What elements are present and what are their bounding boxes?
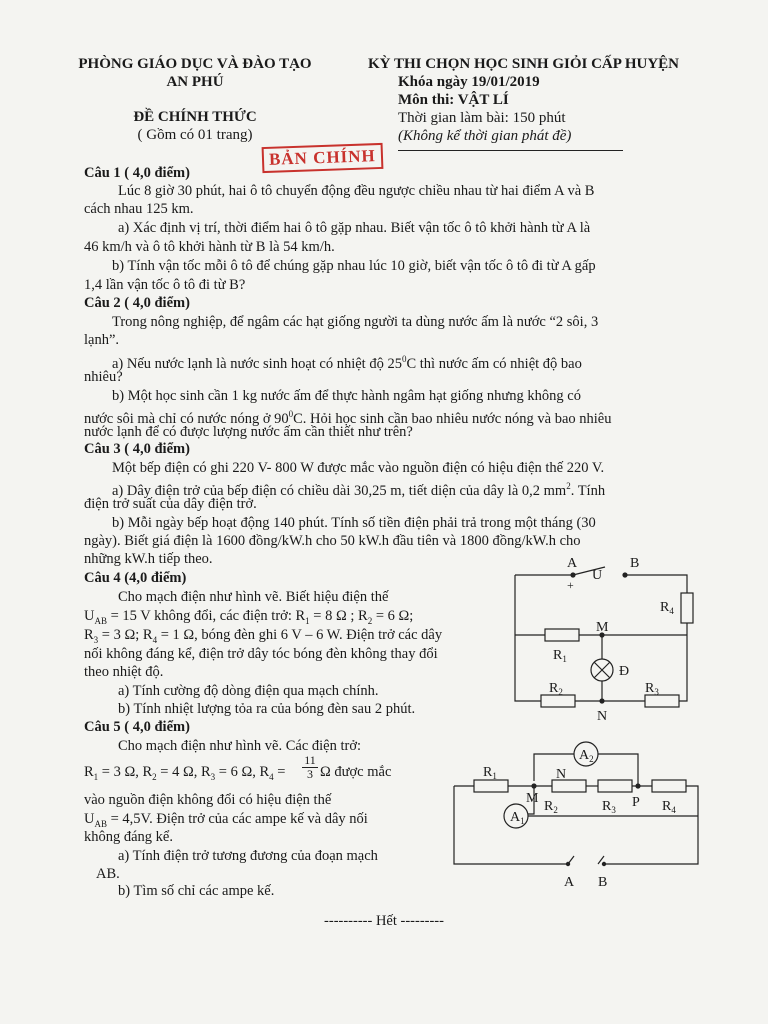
exam-time: Thời gian làm bài: 150 phút bbox=[398, 110, 566, 126]
q4-line5: theo nhiệt độ. bbox=[84, 664, 164, 680]
q3-b-line1: b) Mỗi ngày bếp hoạt động 140 phút. Tính số tiền điện phải trả trong một tháng (30 bbox=[112, 515, 596, 531]
q4-resistor-r3 bbox=[645, 695, 679, 707]
q4-r4-sub: 4 bbox=[152, 634, 158, 645]
q2-b-line1: b) Một học sinh cần 1 kg nước ấm để thực hành ngâm hạt giống nhưng không có bbox=[112, 388, 581, 404]
q4-label-n: N bbox=[597, 709, 608, 724]
q5-r3-val: = 6 Ω, R bbox=[215, 764, 270, 780]
q1-title: Câu 1 ( 4,0 điểm) bbox=[84, 165, 190, 181]
q2-intro-b: lạnh”. bbox=[84, 332, 120, 348]
q4-l2-rest: = 15 V không đổi, các điện trở: R bbox=[107, 608, 306, 624]
q4-terminal-b bbox=[623, 573, 627, 577]
header-divider bbox=[398, 150, 623, 151]
q5-terminal-b bbox=[602, 862, 605, 865]
q5-label-p: P bbox=[632, 795, 640, 810]
q4-l3-rest: = 1 Ω, bóng đèn ghi 6 V – 6 W. Điện trở các dây bbox=[157, 627, 443, 643]
q5-part-b: b) Tìm số chỉ các ampe kế. bbox=[118, 883, 275, 899]
exam-time-note: (Không kể thời gian phát đề) bbox=[398, 128, 572, 144]
end-marker: ---------- Hết --------- bbox=[324, 913, 444, 929]
q3-a-text-end: . Tính bbox=[570, 482, 606, 499]
dept-line2: AN PHÚ bbox=[166, 74, 224, 90]
q5-u: U bbox=[84, 811, 95, 827]
q5-label-n: N bbox=[556, 767, 567, 782]
q5-connected: được mắc bbox=[330, 764, 392, 780]
q5-line5: không đáng kể. bbox=[84, 829, 173, 845]
q2-intro-a: Trong nông nghiệp, để ngâm các hạt giống người ta dùng nước ấm là nước “2 sôi, 3 bbox=[112, 314, 599, 330]
q5-label-a1: $A_1$ bbox=[510, 810, 525, 826]
q5-u-sub: AB bbox=[94, 818, 107, 829]
q4-label-u: U bbox=[592, 568, 603, 583]
q1-a-line1: a) Xác định vị trí, thời điểm hai ô tô gặp nhau. Biết vận tốc ô tô khởi hành từ A là bbox=[118, 220, 591, 236]
q3-a-sup: 2 bbox=[566, 481, 571, 491]
q2-a-line1 bbox=[112, 350, 582, 373]
q5-a-line2: AB. bbox=[96, 866, 120, 882]
q2-a-text-end: C thì nước ấm có nhiệt độ bao bbox=[406, 355, 582, 372]
q5-frac-num: 11 bbox=[302, 754, 318, 768]
q1-b-line1: b) Tính vận tốc mỗi ô tô để chúng gặp nhau lúc 10 giờ, biết vận tốc ô tô đi từ A gấp bbox=[112, 258, 596, 274]
q2-b-text: nước sôi mà chỉ có nước nóng ở 90 bbox=[84, 410, 289, 427]
q4-label-a: A bbox=[567, 556, 578, 571]
q3-intro: Một bếp điện có ghi 220 V- 800 W được mắc vào nguồn điện có hiệu điện thế 220 V. bbox=[112, 460, 605, 476]
q4-title: Câu 4 (4,0 điểm) bbox=[84, 570, 187, 586]
q5-label-r1: $R_1$ bbox=[483, 765, 497, 781]
q5-l4-rest: = 4,5V. Điện trở của các ampe kế và dây nối bbox=[107, 811, 368, 827]
exam-title: KỲ THI CHỌN HỌC SINH GIỎI CẤP HUYỆN bbox=[368, 56, 680, 72]
q2-a-line2: nhiêu? bbox=[84, 369, 123, 385]
q4-r2-val: = 6 Ω; bbox=[372, 608, 414, 624]
q5-circuit-diagram bbox=[448, 736, 708, 896]
q4-line4: nối không đáng kể, điện trở dây tóc bóng đèn không thay đổi bbox=[84, 646, 438, 662]
q5-line2 bbox=[84, 763, 285, 786]
q5-a-line1: a) Tính điện trở tương đương của đoạn mạch bbox=[118, 848, 378, 864]
pages-note: ( Gồm có 01 trang) bbox=[137, 127, 253, 143]
q2-a-degree: 0 bbox=[401, 354, 407, 364]
q4-label-lamp: Đ bbox=[619, 664, 630, 679]
q1-intro-b: cách nhau 125 km. bbox=[84, 201, 194, 217]
q4-wire-left bbox=[515, 575, 541, 701]
q3-a-text: a) Dây điện trở của bếp điện có chiều dài 30,25 m, tiết diện của dây là 0,2 mm bbox=[112, 482, 567, 499]
q5-resistor-r4 bbox=[652, 780, 686, 792]
q5-label-m: M bbox=[526, 791, 539, 806]
q5-frac-den: 3 bbox=[307, 767, 313, 781]
exam-subject: Môn thi: VẬT LÍ bbox=[398, 92, 509, 108]
q2-b-degree: 0 bbox=[288, 409, 294, 419]
q5-title: Câu 5 ( 4,0 điểm) bbox=[84, 719, 190, 735]
q5-label-r4: $R_4$ bbox=[662, 799, 676, 815]
q3-a-line2: điện trở suất của dây điện trở. bbox=[84, 496, 257, 512]
q5-line2-end bbox=[320, 763, 391, 782]
q5-line3: vào nguồn điện không đổi có hiệu điện thế bbox=[84, 792, 332, 808]
q5-label-b: B bbox=[598, 875, 608, 890]
q4-label-m: M bbox=[596, 620, 609, 635]
q4-line1: Cho mạch điện như hình vẽ. Biết hiệu điện thế bbox=[118, 589, 389, 605]
q5-r1-val: = 3 Ω, R bbox=[98, 764, 153, 780]
q4-u: U bbox=[84, 608, 95, 624]
q4-label-plus: + bbox=[567, 578, 574, 592]
q2-b-text-end: C. Hỏi học sinh cần bao nhiêu nước nóng và bao nhiêu bbox=[293, 410, 612, 427]
q5-eq: = bbox=[273, 764, 286, 780]
q5-terminal-a bbox=[566, 862, 569, 865]
q4-circuit-diagram bbox=[505, 555, 705, 727]
q4-wire-right bbox=[679, 635, 687, 701]
q4-r3-val: = 3 Ω; R bbox=[98, 627, 153, 643]
q4-r1-val: = 8 Ω ; R bbox=[309, 608, 368, 624]
q5-fraction bbox=[302, 754, 318, 781]
q4-r3-sub: 3 bbox=[93, 634, 99, 645]
q2-b-line3: nước lạnh để có được lượng nước ấm cần thiết như trên? bbox=[84, 424, 413, 440]
q4-resistor-r1 bbox=[545, 629, 579, 641]
q2-title: Câu 2 ( 4,0 điểm) bbox=[84, 295, 190, 311]
q4-resistor-r4 bbox=[681, 593, 693, 623]
q5-label-a2: $A_2$ bbox=[579, 748, 594, 764]
q2-a-text: a) Nếu nước lạnh là nước sinh hoạt có nhiệt độ 25 bbox=[112, 355, 402, 372]
q1-intro-a: Lúc 8 giờ 30 phút, hai ô tô chuyển động đều ngược chiều nhau từ hai điểm A và B bbox=[118, 183, 595, 199]
q5-unit: Ω bbox=[320, 764, 331, 780]
original-stamp: BẢN CHÍNH bbox=[262, 143, 384, 173]
q4-label-r3: $R_3$ bbox=[645, 681, 659, 697]
q5-wire-right bbox=[606, 786, 698, 864]
q1-b-line2: 1,4 lần vận tốc ô tô đi từ B? bbox=[84, 277, 246, 293]
q5-wire-a2-left bbox=[534, 754, 574, 781]
q5-r3-sub: 3 bbox=[210, 771, 216, 782]
q5-r1: R bbox=[84, 764, 94, 780]
official-label: ĐỀ CHÍNH THỨC bbox=[133, 109, 257, 125]
q4-part-b: b) Tính nhiệt lượng tỏa ra của bóng đèn sau 2 phút. bbox=[118, 701, 416, 717]
q4-wire-top-right bbox=[625, 575, 687, 593]
q5-wire-bottom-left bbox=[454, 786, 568, 864]
q3-b-line2: ngày). Biết giá điện là 1600 đồng/kW.h cho 50 kW.h đầu tiên và 1800 đồng/kW.h cho bbox=[84, 533, 581, 549]
q4-label-r1: $R_1$ bbox=[553, 648, 567, 664]
q4-part-a: a) Tính cường độ dòng điện qua mạch chính. bbox=[118, 683, 379, 699]
q5-r2-val: = 4 Ω, R bbox=[156, 764, 211, 780]
q3-b-line3: những kW.h tiếp theo. bbox=[84, 551, 213, 567]
q5-r2-sub: 2 bbox=[152, 771, 157, 782]
q4-label-r2: $R_2$ bbox=[549, 681, 563, 697]
q5-resistor-r3 bbox=[598, 780, 632, 792]
q5-label-r3: $R_3$ bbox=[602, 799, 616, 815]
q1-a-line2: 46 km/h và ô tô khởi hành từ B là 54 km/h. bbox=[84, 239, 335, 255]
q4-r1-sub: 1 bbox=[305, 615, 310, 626]
q4-r3: R bbox=[84, 627, 94, 643]
q3-title: Câu 3 ( 4,0 điểm) bbox=[84, 441, 190, 457]
q5-label-r2: $R_2$ bbox=[544, 799, 558, 815]
q5-r1-sub: 1 bbox=[93, 771, 99, 782]
q4-r2-sub: 2 bbox=[367, 615, 373, 626]
dept-line1: PHÒNG GIÁO DỤC VÀ ĐÀO TẠO bbox=[78, 56, 312, 72]
q5-line1: Cho mạch điện như hình vẽ. Các điện trở: bbox=[118, 738, 362, 754]
q4-label-r4: $R_4$ bbox=[660, 600, 674, 616]
q4-u-sub: AB bbox=[94, 615, 107, 626]
q4-label-b: B bbox=[630, 556, 640, 571]
q5-resistor-r1 bbox=[474, 780, 508, 792]
exam-date: Khóa ngày 19/01/2019 bbox=[398, 74, 540, 90]
q5-node-p bbox=[636, 784, 640, 788]
q4-lamp-cross bbox=[594, 662, 610, 678]
q5-r4-sub: 4 bbox=[269, 771, 274, 782]
q5-label-a: A bbox=[564, 875, 575, 890]
q4-terminal-a bbox=[571, 573, 575, 577]
